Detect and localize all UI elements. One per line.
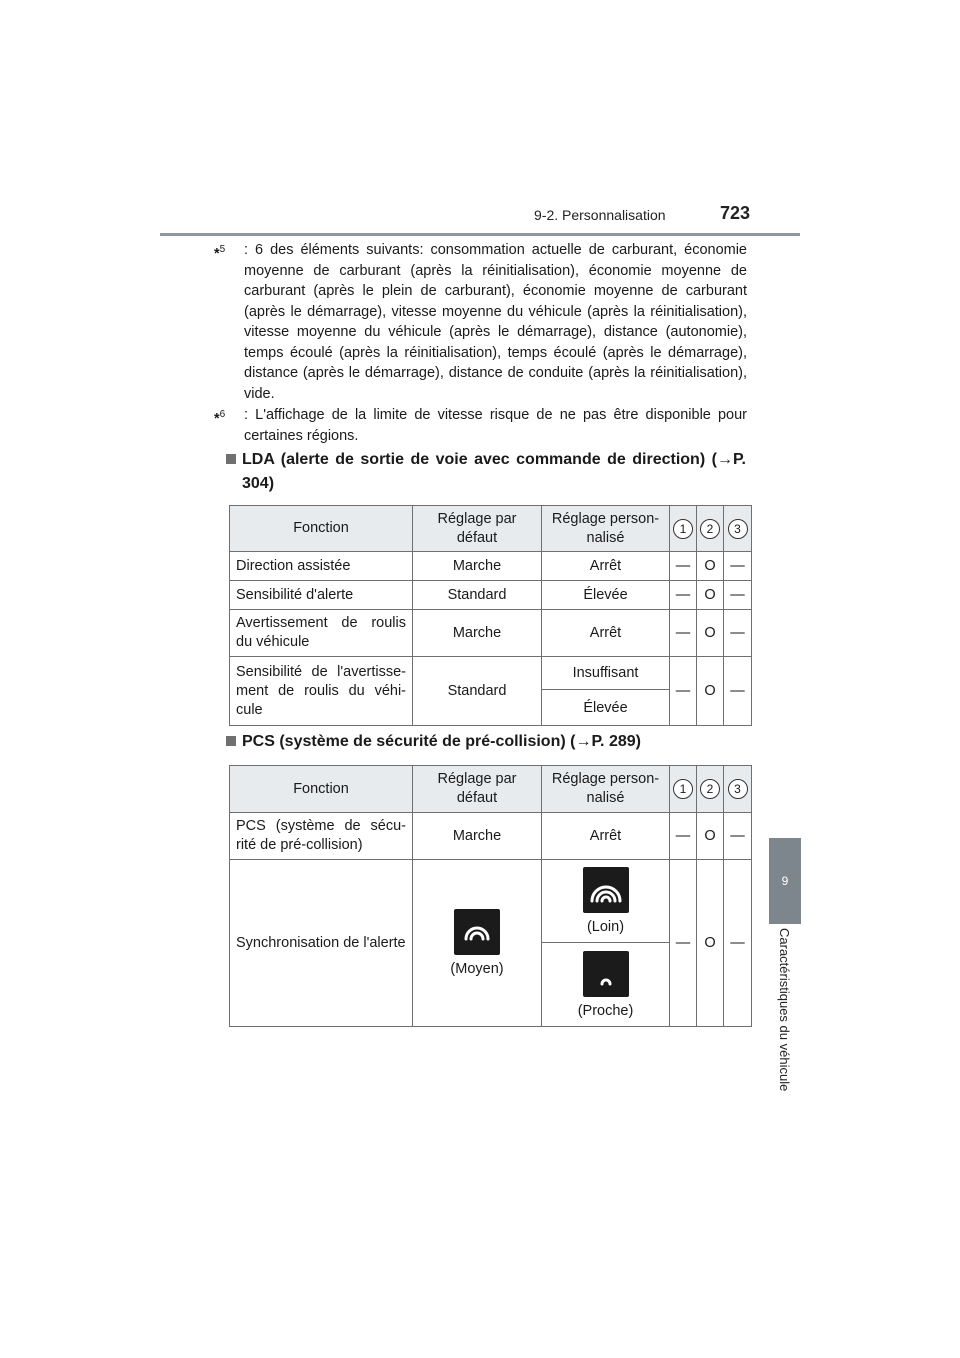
header-default: Réglage par défaut [413, 766, 542, 813]
chapter-number: 9 [781, 874, 789, 888]
header-rule [160, 233, 800, 236]
circle-1-icon: 1 [673, 779, 693, 799]
footnote-5 [214, 240, 747, 404]
header-function: Fonction [230, 766, 413, 813]
header-custom: Réglage person-nalisé [542, 766, 670, 813]
alert-timing-far-icon [583, 867, 629, 913]
table-header-row [230, 506, 752, 552]
table-row: Direction assistée Marche Arrêt — O — [230, 552, 752, 581]
default-caption: (Moyen) [450, 961, 504, 977]
section-bullet-icon [226, 454, 236, 464]
section-bullet-icon [226, 736, 236, 746]
circle-2-icon: 2 [700, 519, 720, 539]
header-function: Fonction [230, 506, 413, 552]
footnote-marker: *$^5$ [214, 244, 226, 262]
footnote-text: : L'affichage de la limite de vitesse risque de ne pas être disponible pour certaines régions. [244, 407, 747, 444]
alert-timing-medium-icon [454, 909, 500, 955]
table-row: Sensibilité d'alerte Standard Élevée — O — [230, 581, 752, 610]
header-default: Réglage par défaut [413, 506, 542, 552]
custom-caption-near: (Proche) [577, 1002, 634, 1019]
table-row: Élevée [230, 690, 752, 726]
circle-2-icon: 2 [700, 779, 720, 799]
custom-caption-far: (Loin) [586, 919, 625, 935]
pcs-settings-table [229, 765, 752, 1027]
header-custom: Réglage person-nalisé [542, 506, 670, 552]
footnote-text: : 6 des éléments suivants: consommation actuelle de carburant, économie moyenne de carburant (après la réinitialisation), économie moyenne de carburant (après le plein de carburant), économie moyenne de carburant (après le démarrage), vitesse moyenne du véhicule (après la réinitialisation), vitesse moyenne du véhicule (après le démarrage), distance (autonomie), temps écoulé (après la réinitialisation), temps écoulé (après le démarrage), distance (après le démarrage), distance de conduite (après la réinitialisation), vide. [244, 242, 747, 402]
page-number: 723 [720, 203, 751, 223]
table-row: Avertissement de roulis du véhicule Marche Arrêt — O — [230, 610, 752, 657]
chapter-tab [769, 838, 801, 924]
footnote-marker: *$^6$ [214, 409, 226, 427]
alert-timing-near-icon [583, 951, 629, 997]
header-section-title: 9-2. Personnalisation [534, 207, 666, 223]
section-title-pcs [226, 730, 746, 754]
section-title-lda [226, 448, 746, 496]
circle-3-icon: 3 [728, 779, 748, 799]
table-row: Synchronisation de l'alerte (Moyen) (Loin) — O — [230, 860, 752, 943]
section-title-text: LDA (alerte de sortie de voie avec commande de direction) (→P. 304) [242, 451, 746, 492]
lda-settings-table [229, 505, 752, 726]
footnote-6 [214, 405, 747, 446]
circle-3-icon: 3 [728, 519, 748, 539]
section-title-text: PCS (système de sécurité de pré-collision) (→P. 289) [242, 733, 641, 750]
circle-1-icon: 1 [673, 519, 693, 539]
table-row: Sensibilité de l'avertisse-ment de roulis du véhi-cule Standard Insuffisant — O — [230, 657, 752, 690]
chapter-label: Caractéristiques du véhicule [777, 928, 792, 1092]
table-row: PCS (système de sécu-rité de pré-collision) Marche Arrêt — O — [230, 813, 752, 860]
table-header-row [230, 766, 752, 813]
